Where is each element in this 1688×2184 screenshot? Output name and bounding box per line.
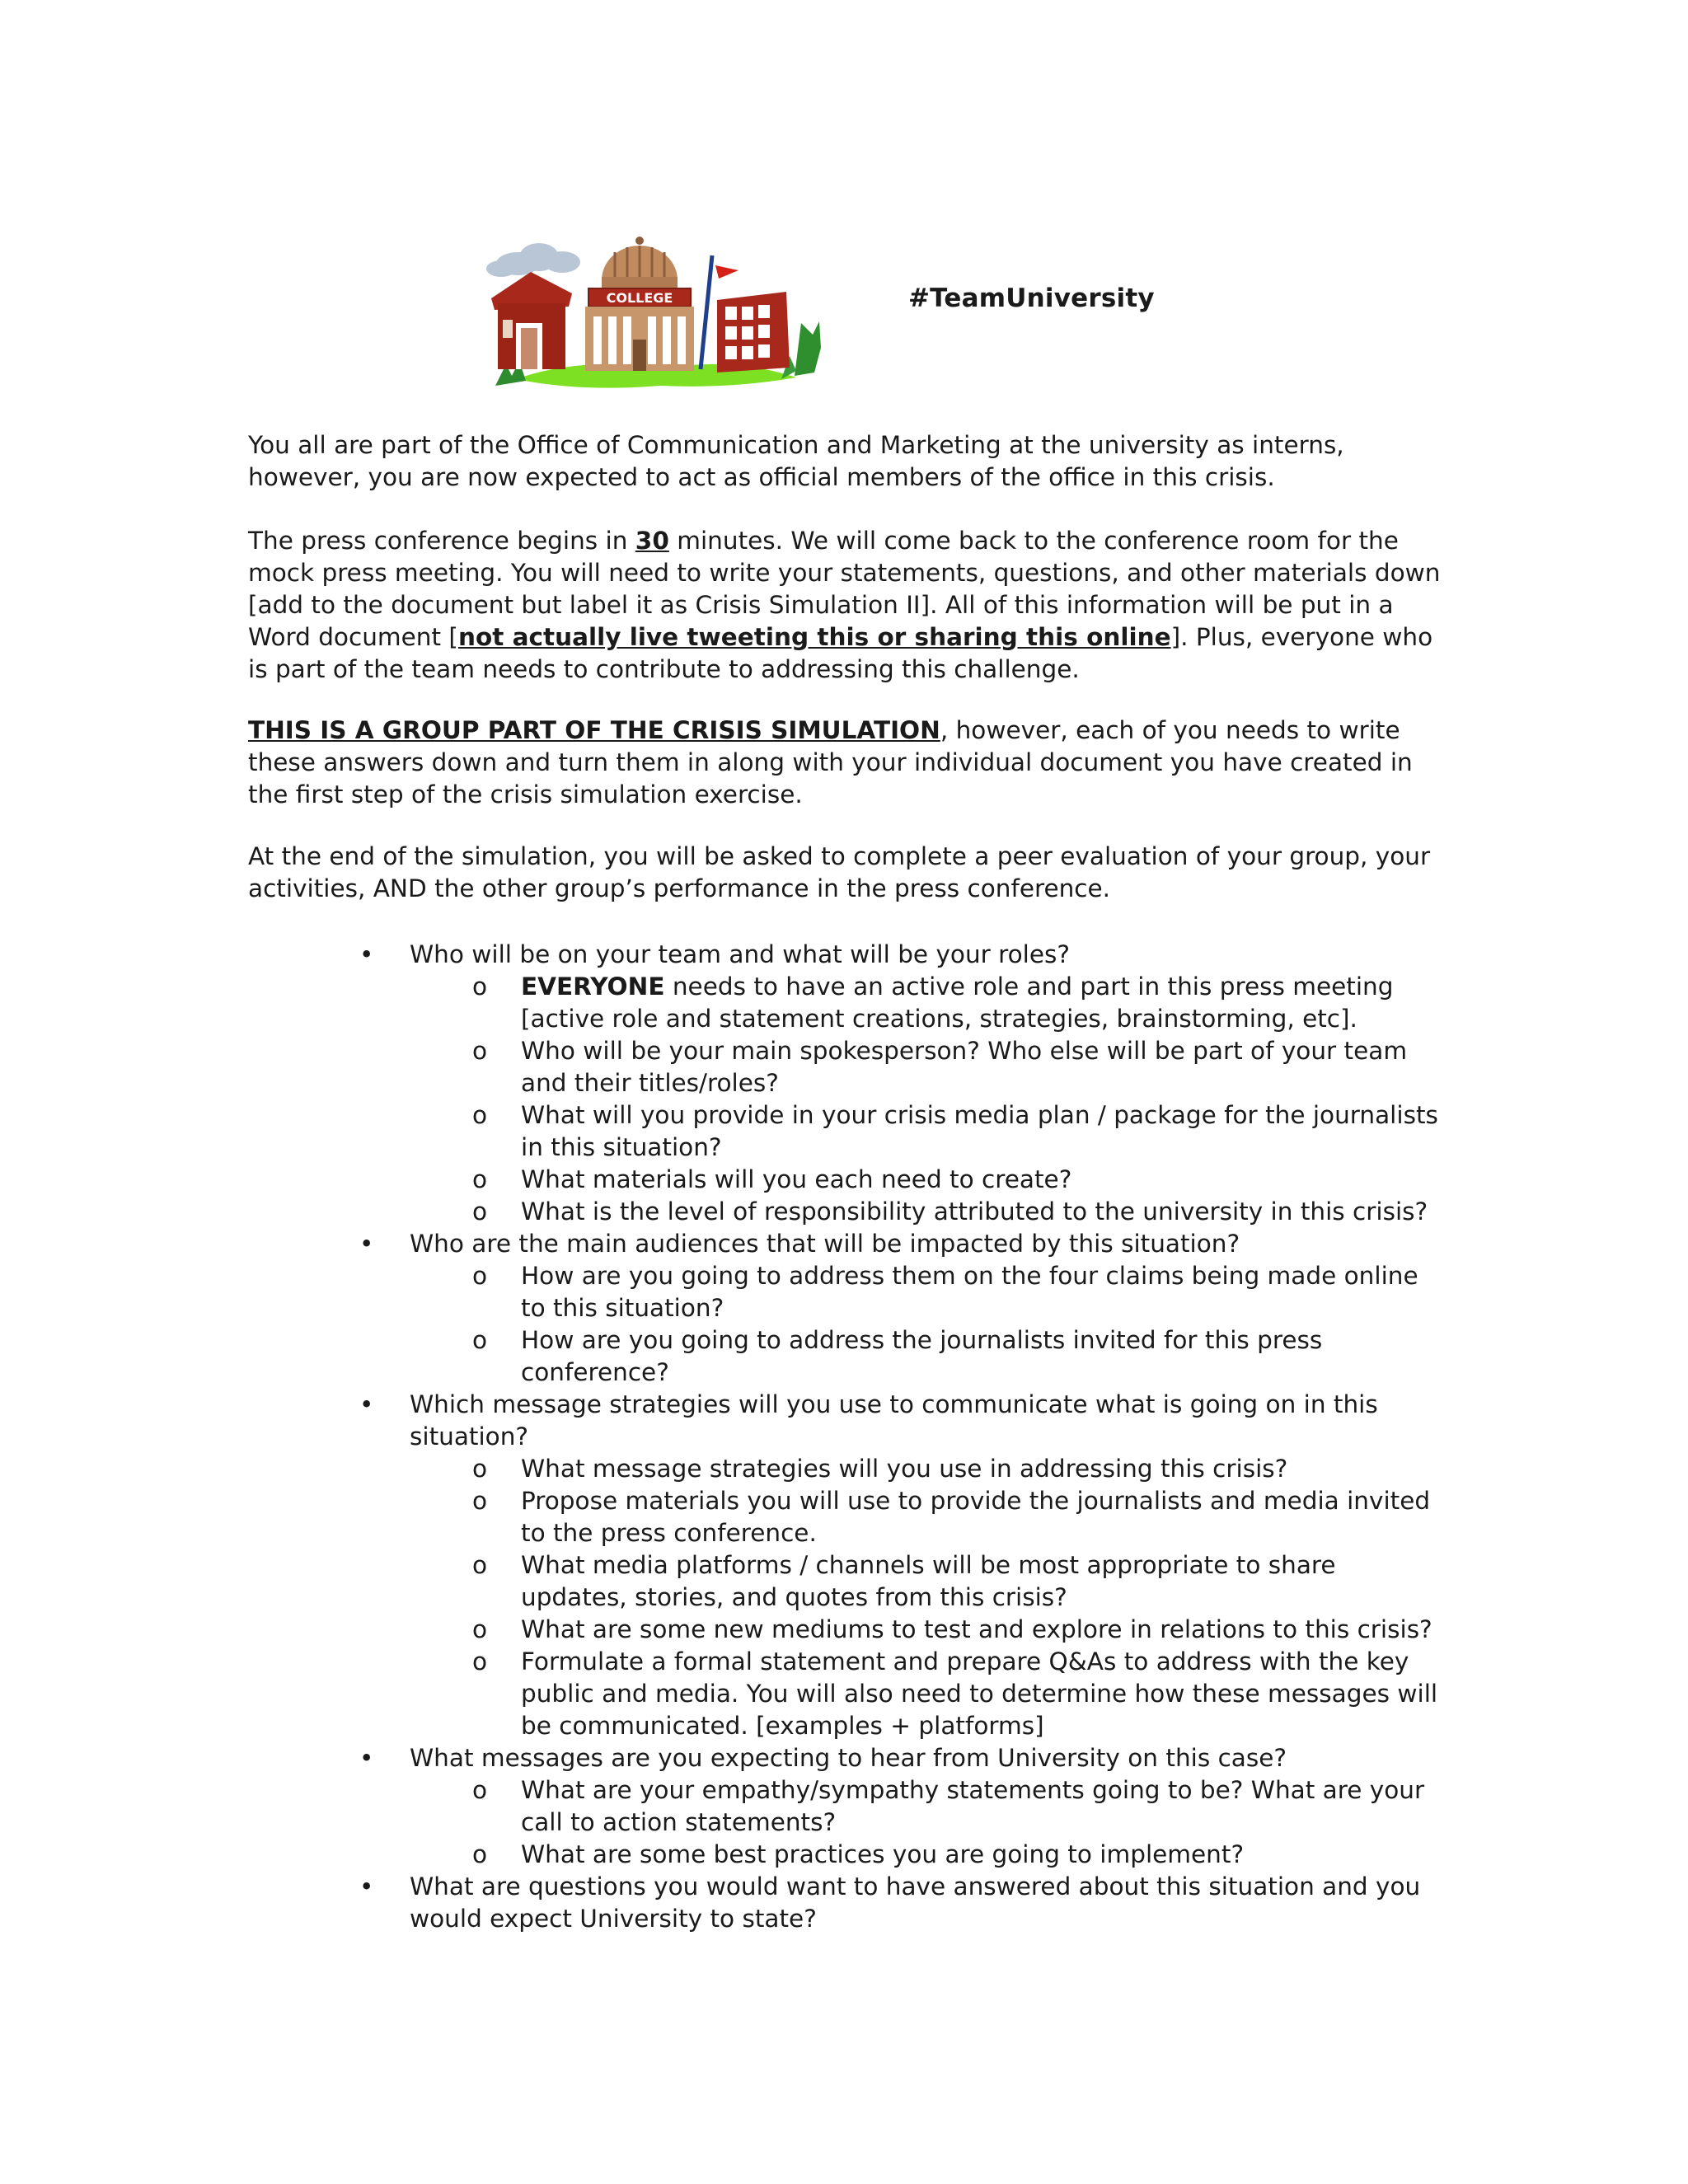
bullet-icon: • xyxy=(359,940,374,968)
sub-bullet-icon: o xyxy=(472,1615,488,1643)
group-part-paragraph xyxy=(248,715,1443,811)
sub-list-item xyxy=(248,971,1443,1035)
list-item xyxy=(248,1871,1443,1935)
sub-list-item xyxy=(248,1485,1443,1549)
sub-bullet-icon: o xyxy=(472,1101,488,1129)
sub-bullet-icon: o xyxy=(472,1165,488,1193)
bullet-icon: • xyxy=(359,1230,374,1258)
intro-paragraph xyxy=(248,429,1443,494)
sub-bullet-icon: o xyxy=(472,972,488,1001)
sub-bullet-icon: o xyxy=(472,1487,488,1515)
question-text: Who are the main audiences that will be impacted by this situation? xyxy=(410,1230,1240,1258)
sub-question-text: Propose materials you will use to provide the journalists and media invited to the press conference. xyxy=(521,1487,1431,1547)
sub-list-item xyxy=(248,1196,1443,1228)
sub-bullet-icon: o xyxy=(472,1037,488,1065)
sub-question-text: What will you provide in your crisis media plan / package for the journalists in this situation? xyxy=(521,1101,1438,1161)
sub-list-item xyxy=(248,1839,1443,1871)
not-live-note: not actually live tweeting this or sharing this online xyxy=(457,623,1171,651)
sub-question-text: How are you going to address them on the four claims being made online to this situation? xyxy=(521,1262,1418,1322)
sub-bullet-icon: o xyxy=(472,1197,488,1226)
p2-text-b: minutes. We will come back to the conference room for the mock press meeting. You will need to write your statements, questions, and other materials down [add to the document but label it as Crisis Simulation II]. All of this information will be put in a Word document [ xyxy=(248,527,1441,651)
logo-college-text: COLLEGE xyxy=(606,290,673,306)
sub-list-item xyxy=(248,1099,1443,1164)
sub-bullet-icon: o xyxy=(472,1262,488,1290)
sub-bullet-icon: o xyxy=(472,1647,488,1675)
sub-bullet-icon: o xyxy=(472,1455,488,1483)
sub-question-text: What media platforms / channels will be most appropriate to share updates, stories, and quotes from this crisis? xyxy=(521,1551,1336,1611)
question-text: Which message strategies will you use to communicate what is going on in this situation? xyxy=(410,1390,1378,1451)
sub-question-text: What are some best practices you are going to implement? xyxy=(521,1840,1245,1868)
sub-question-text: What message strategies will you use in addressing this crisis? xyxy=(521,1455,1288,1483)
intro-text: You all are part of the Office of Communication and Marketing at the university as interns, however, you are now expected to act as official members of the office in this crisis. xyxy=(248,431,1344,491)
list-item xyxy=(248,939,1443,971)
press-conference-paragraph xyxy=(248,525,1443,686)
peer-evaluation-text: At the end of the simulation, you will be asked to complete a peer evaluation of your group, your activities, AND the other group’s performance in the press conference. xyxy=(248,842,1431,902)
sub-question-text: Who will be your main spokesperson? Who else will be part of your team and their titles/roles? xyxy=(521,1037,1408,1097)
sub-bullet-icon: o xyxy=(472,1551,488,1579)
p2-text-a: The press conference begins in xyxy=(248,527,635,555)
sub-list-item xyxy=(248,1549,1443,1614)
sub-question-text: needs to have an active role and part in this press meeting [active role and statement creations, strategies, brainstorming, etc]. xyxy=(521,972,1394,1033)
sub-question-text: What materials will you each need to create? xyxy=(521,1165,1072,1193)
sub-question-text: What are some new mediums to test and explore in relations to this crisis? xyxy=(521,1615,1432,1643)
sub-list-item xyxy=(248,1324,1443,1389)
sub-bullet-icon: o xyxy=(472,1326,488,1354)
question-text: Who will be on your team and what will be your roles? xyxy=(410,940,1071,968)
sub-list-item xyxy=(248,1035,1443,1099)
sub-list-item xyxy=(248,1774,1443,1839)
sub-list-item xyxy=(248,1453,1443,1485)
sub-bullet-icon: o xyxy=(472,1776,488,1804)
sub-list-item xyxy=(248,1260,1443,1324)
team-hashtag: #TeamUniversity xyxy=(908,284,1155,313)
peer-evaluation-paragraph xyxy=(248,841,1443,905)
college-logo-image xyxy=(483,224,829,389)
sub-question-text: Formulate a formal statement and prepare Q&As to address with the key public and media. You will also need to determine how these messages will be communicated. [examples + platforms] xyxy=(521,1647,1438,1740)
p2-text-c: ]. Plus, everyone who is part of the team needs to contribute to addressing this challenge. xyxy=(248,623,1433,683)
question-list xyxy=(248,939,1443,1935)
time-minutes: 30 xyxy=(635,527,669,555)
everyone-emphasis: EVERYONE xyxy=(521,972,665,1001)
sub-question-text: How are you going to address the journalists invited for this press conference? xyxy=(521,1326,1323,1386)
sub-question-text: What is the level of responsibility attributed to the university in this crisis? xyxy=(521,1197,1428,1226)
list-item xyxy=(248,1742,1443,1774)
bullet-icon: • xyxy=(359,1872,374,1900)
bullet-icon: • xyxy=(359,1390,374,1418)
list-item xyxy=(248,1389,1443,1453)
sub-list-item xyxy=(248,1646,1443,1742)
sub-list-item xyxy=(248,1614,1443,1646)
sub-bullet-icon: o xyxy=(472,1840,488,1868)
bullet-icon: • xyxy=(359,1744,374,1772)
group-part-heading: THIS IS A GROUP PART OF THE CRISIS SIMULATION xyxy=(248,716,940,744)
question-text: What are questions you would want to have answered about this situation and you would expect University to state? xyxy=(410,1872,1421,1933)
question-text: What messages are you expecting to hear from University on this case? xyxy=(410,1744,1287,1772)
sub-question-text: What are your empathy/sympathy statements going to be? What are your call to action statements? xyxy=(521,1776,1425,1836)
sub-list-item xyxy=(248,1164,1443,1196)
p3-text: , however, each of you needs to write these answers down and turn them in along with your individual document you have created in the first step of the crisis simulation exercise. xyxy=(248,716,1413,808)
list-item xyxy=(248,1228,1443,1260)
